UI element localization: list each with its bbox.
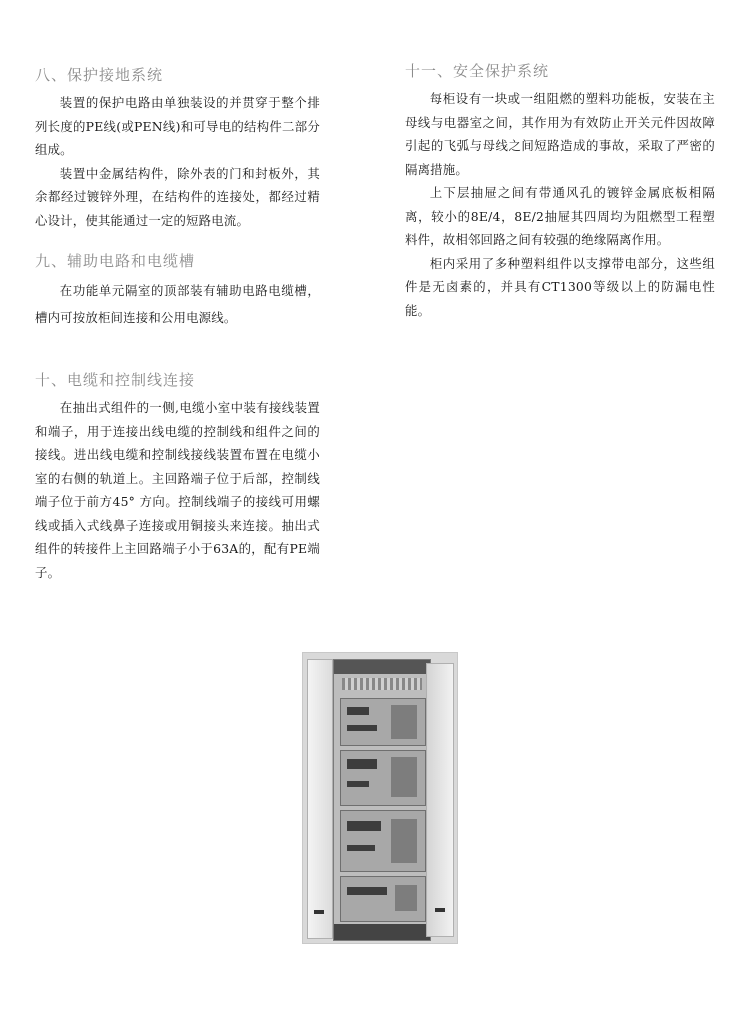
cabinet-drawer-unit — [340, 810, 426, 872]
cabinet-drawer-unit — [340, 750, 426, 806]
switchgear-cabinet-photo — [302, 652, 458, 944]
section-8-paragraph-1: 装置的保护电路由单独装设的并贯穿于整个排列长度的PE线(或PEN线)和可导电的结构件二部分组成。 — [35, 95, 320, 157]
section-11-paragraph-1: 每柜设有一块或一组阻燃的塑料功能板，安装在主母线与电器室之间，其作用为有效防止开关元件因故障引起的飞弧与母线之间短路造成的事故，采取了严密的隔离措施。 — [405, 91, 715, 177]
cabinet-left-door — [307, 659, 333, 939]
right-column — [405, 60, 715, 322]
section-9-title: 九、辅助电路和电缆槽 — [35, 252, 196, 270]
cabinet-vent — [342, 678, 422, 690]
section-9-paragraph-1: 在功能单元隔室的顶部装有辅助电路电缆槽，槽内可按放柜间连接和公用电源线。 — [35, 283, 320, 325]
cabinet-right-door — [426, 663, 454, 937]
section-8-title: 八、保护接地系统 — [35, 66, 164, 84]
left-column — [35, 64, 320, 584]
section-8-paragraph-2: 装置中金属结构件，除外表的门和封板外，其余都经过镀锌外理，在结构件的连接处，都经过精心设计，使其能通过一定的短路电流。 — [35, 165, 320, 228]
cabinet-frame — [333, 659, 431, 941]
section-11-title: 十一、安全保护系统 — [405, 62, 550, 80]
section-11-paragraph-3: 柜内采用了多种塑料组件以支撑带电部分，这些组件是无卤素的，并具有CT1300等级以上的防漏电性能。 — [405, 255, 715, 318]
section-10-paragraph-1: 在抽出式组件的一侧,电缆小室中装有接线装置和端子，用于连接出线电缆的控制线和组件之间的接线。进出线电缆和控制线接线装置布置在电缆小室的右侧的轨道上。主回路端子位于后部，控制线端子位于前方45° 方向。控制线端子的接线可用螺线或插入式线鼻子连接或用铜接头来连接。抽出式组件的转接件上主回路端子小于63A的，配有PE端子。 — [35, 400, 320, 580]
cabinet-drawer-unit — [340, 876, 426, 922]
section-10-title: 十、电缆和控制线连接 — [35, 371, 196, 389]
cabinet-drawer-unit — [340, 698, 426, 746]
section-11-paragraph-2: 上下层抽屉之间有带通风孔的镀锌金属底板相隔离，较小的8E/4，8E/2抽屉其四周均为阻燃型工程塑料件，故相邻回路之间有较强的绝缘隔离作用。 — [405, 185, 715, 247]
